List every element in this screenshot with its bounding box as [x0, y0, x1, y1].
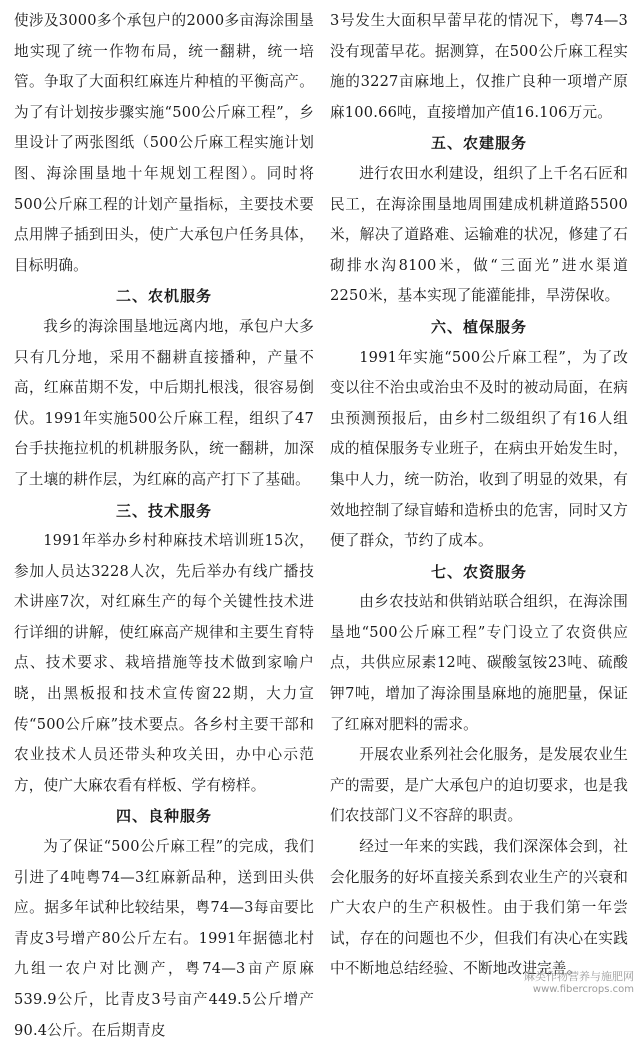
paragraph-supplies-service: 由乡农技站和供销站联合组织，在海涂围垦地“500公斤麻工程”专门设立了农资供应点，共供应尿素12吨、碳酸氢铵23吨、硫酸钾7吨，增加了海涂围垦麻地的施肥量，保证了红麻对肥料的需求。 [330, 593, 628, 733]
site-watermark [524, 970, 634, 996]
heading-supplies-service: 七、农资服务 [430, 562, 527, 581]
heading-plant-protection-service: 六、植保服务 [430, 317, 527, 336]
paragraph-socialized-service: 开展农业系列社会化服务，是发展农业生产的需要，是广大承包户的迫切要求，也是我们农技部门义不容辞的职责。 [330, 746, 628, 825]
paragraph-seed-service-continued: 3号发生大面积早蕾早花的情况下，粤74—3没有现蕾早花。据测算，在500公斤麻工程实施的3227亩麻地上，仅推广良种一项增产原麻100.66吨，直接增加产值16.106万元。 [330, 12, 628, 121]
paragraph-farm-layout: 使涉及3000多个承包户的2000多亩海涂围垦地实现了统一作物布局，统一翻耕，统一培管。争取了大面积红麻连片种植的平衡高产。为了有计划按步骤实施“500公斤麻工程”，乡里设计了两张图纸（500公斤麻工程实施计划图、海涂围垦地十年规划工程图）。同时将500公斤麻工程的计划产量指标，主要技术要点用牌子插到田头，使广大承包户任务具体，目标明确。 [14, 12, 314, 274]
right-column [330, 6, 628, 985]
paragraph-seed-service: 为了保证“500公斤麻工程”的完成，我们引进了4吨粤74—3红麻新品种，送到田头供应。据多年试种比较结果，粤74—3每亩要比青皮3号增产80公斤左右。1991年据德北村九组一农户对比测产，粤74—3亩产原麻539.9公斤，比青皮3号亩产449.5公斤增产90.4公斤。在后期青皮 [14, 838, 314, 1039]
heading-technical-service: 三、技术服务 [115, 501, 212, 520]
paragraph-conclusion: 经过一年来的实践，我们深深体会到，社会化服务的好坏直接关系到农业生产的兴衰和广大农户的生产积极性。由于我们第一年尝试，存在的问题也不少，但我们有决心在实践中不断地总结经验、不断地改进完善。 [330, 838, 628, 978]
paragraph-construction-service: 进行农田水利建设，组织了上千名石匠和民工，在海涂围垦地周围建成机耕道路5500米，解决了道路难、运输难的状况，修建了石砌排水沟8100米，做“三面光”进水渠道2250米，基本实现了能灌能排，旱涝保收。 [330, 164, 628, 305]
paragraph-plant-protection-service: 1991年实施“500公斤麻工程”，为了改变以往不治虫或治虫不及时的被动局面，在病虫预测预报后，由乡村二级组织了有16人组成的植保服务专业班子，在病虫开始发生时，集中人力，统一防治，收到了明显的效果，有效地控制了绿盲蝽和造桥虫的危害，同时又方便了群众，节约了成本。 [330, 348, 628, 550]
heading-construction-service: 五、农建服务 [430, 134, 527, 153]
watermark-url: www.fibercrops.com [532, 984, 634, 995]
watermark-site-name: 麻类作物营养与施肥网 [524, 970, 634, 983]
left-column [14, 6, 314, 1046]
heading-seed-service: 四、良种服务 [115, 807, 212, 826]
heading-machinery-service: 二、农机服务 [115, 287, 212, 306]
paragraph-technical-service: 1991年举办乡村种麻技术培训班15次，参加人员达3228人次，先后举办有线广播技术讲座7次，对红麻生产的每个关键性技术进行详细的讲解，使红麻高产规律和主要生育特点、技术要求、栽培措施等技术做到家喻户晓，出黑板报和技术宣传窗22期，大力宣传“500公斤麻”技术要点。各乡村主要干部和农业技术人员还带头种攻关田，办中心示范方，使广大麻农看有样板、学有榜样。 [14, 532, 314, 794]
paragraph-machinery-service: 我乡的海涂围垦地远离内地，承包户大多只有几分地，采用不翻耕直接播种，产量不高，红麻苗期不发，中后期扎根浅，很容易倒伏。1991年实施500公斤麻工程，组织了47台手扶拖拉机的机耕服务队，统一翻耕，加深了土壤的耕作层，为红麻的高产打下了基础。 [14, 317, 314, 488]
